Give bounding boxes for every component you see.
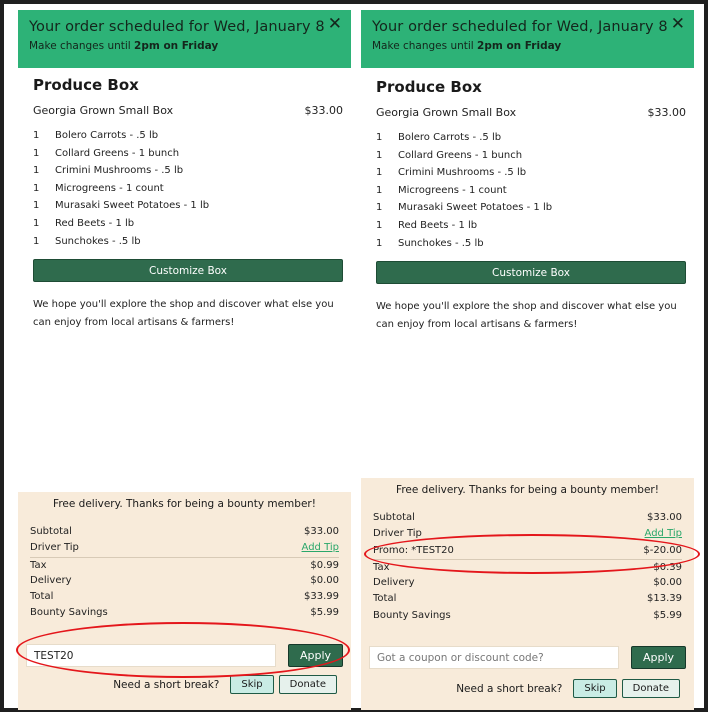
deadline: 2pm on Friday [134, 40, 219, 52]
item-qty: 1 [376, 149, 383, 161]
promo-value: $-20.00 [643, 544, 682, 556]
box-row [376, 106, 686, 119]
item-qty: 1 [376, 202, 383, 214]
order-banner [18, 10, 351, 68]
list-item [376, 199, 686, 217]
total-value: $33.99 [304, 591, 339, 603]
list-item [33, 233, 343, 251]
driver-tip-row: Driver Tip Add Tip [373, 526, 682, 542]
item-name: Collard Greens - 1 bunch [55, 147, 180, 159]
banner-title: Your order scheduled for Wed, January 8 [372, 19, 668, 35]
coupon-input[interactable] [26, 644, 276, 667]
subtotal-value: $33.00 [647, 512, 682, 523]
close-icon[interactable]: ✕ [670, 14, 685, 34]
savings-value: $5.99 [653, 609, 682, 621]
item-name: Red Beets - 1 lb [398, 219, 478, 231]
item-qty: 1 [376, 132, 383, 143]
skip-button[interactable]: Skip [230, 675, 273, 694]
explore-text: We hope you'll explore the shop and discover what else you can enjoy from local artisans & farmers! [376, 301, 677, 331]
customize-box-button[interactable]: Customize Box [33, 259, 343, 282]
box-price: $33.00 [304, 104, 343, 117]
driver-tip-row: Driver Tip Add Tip [30, 540, 339, 556]
item-name: Microgreens - 1 count [398, 184, 507, 196]
item-name: Bolero Carrots - .5 lb [398, 132, 502, 143]
savings-row: Bounty Savings $5.99 [373, 608, 682, 624]
close-icon[interactable]: ✕ [327, 14, 342, 34]
produce-section [33, 76, 343, 332]
delivery-value: $0.00 [310, 574, 339, 586]
item-qty: 1 [33, 200, 40, 212]
tax-value: $0.39 [653, 561, 682, 573]
order-summary [18, 492, 351, 710]
list-item [376, 147, 686, 165]
box-items-list [33, 127, 343, 250]
tax-row: Tax $0.39 [373, 559, 682, 575]
section-title: Produce Box [33, 76, 139, 94]
list-item [376, 217, 686, 235]
deadline: 2pm on Friday [477, 40, 562, 52]
delivery-value: $0.00 [653, 577, 682, 589]
list-item [33, 162, 343, 180]
order-summary [361, 478, 694, 710]
order-panel-after [361, 10, 694, 710]
free-delivery-note: Free delivery. Thanks for being a bounty member! [53, 498, 316, 510]
item-qty: 1 [376, 237, 383, 249]
savings-value: $5.99 [310, 607, 339, 619]
box-name: Georgia Grown Small Box [376, 106, 517, 119]
subtotal-row: Subtotal $33.00 [30, 524, 339, 540]
order-panel-before [18, 10, 351, 710]
total-row: Total $33.99 [30, 589, 339, 605]
item-name: Bolero Carrots - .5 lb [55, 130, 159, 141]
box-row [33, 104, 343, 117]
item-qty: 1 [33, 182, 40, 194]
free-delivery-note: Free delivery. Thanks for being a bounty member! [396, 484, 659, 496]
item-qty: 1 [33, 217, 40, 229]
delivery-row: Delivery $0.00 [373, 575, 682, 591]
delivery-row: Delivery $0.00 [30, 573, 339, 589]
coupon-row [369, 646, 686, 669]
coupon-input[interactable] [369, 646, 619, 669]
item-qty: 1 [33, 165, 40, 177]
item-qty: 1 [376, 219, 383, 231]
produce-section [376, 78, 686, 334]
list-item [33, 180, 343, 198]
summary-rows [30, 524, 339, 622]
screenshot-frame [4, 4, 704, 708]
list-item [33, 215, 343, 233]
short-break-label: Need a short break? [456, 682, 563, 695]
item-name: Crimini Mushrooms - .5 lb [398, 167, 527, 179]
short-break-row [456, 679, 680, 698]
section-title: Produce Box [376, 78, 482, 96]
short-break-label: Need a short break? [113, 678, 220, 691]
list-item [33, 145, 343, 163]
list-item [376, 235, 686, 253]
item-name: Crimini Mushrooms - .5 lb [55, 165, 184, 177]
donate-button[interactable]: Donate [279, 675, 337, 694]
item-name: Sunchokes - .5 lb [398, 237, 484, 249]
item-name: Collard Greens - 1 bunch [398, 149, 523, 161]
tax-value: $0.99 [310, 559, 339, 571]
add-tip-link[interactable]: Add Tip [644, 528, 682, 540]
item-name: Murasaki Sweet Potatoes - 1 lb [55, 200, 210, 212]
list-item [376, 164, 686, 182]
item-qty: 1 [33, 147, 40, 159]
banner-subtitle: Make changes until 2pm on Friday [29, 40, 219, 52]
apply-coupon-button[interactable]: Apply [288, 644, 343, 667]
item-name: Murasaki Sweet Potatoes - 1 lb [398, 202, 553, 214]
promo-row [373, 543, 682, 559]
banner-subtitle: Make changes until 2pm on Friday [372, 40, 562, 52]
subtotal-value: $33.00 [304, 526, 339, 537]
banner-title: Your order scheduled for Wed, January 8 [29, 19, 325, 35]
order-banner [361, 10, 694, 68]
item-qty: 1 [376, 184, 383, 196]
promo-label: Promo: *TEST20 [373, 544, 454, 556]
list-item [33, 127, 343, 145]
explore-text: We hope you'll explore the shop and discover what else you can enjoy from local artisans & farmers! [33, 299, 334, 329]
box-name: Georgia Grown Small Box [33, 104, 174, 117]
list-item [376, 129, 686, 147]
summary-rows [373, 510, 682, 624]
tax-row: Tax $0.99 [30, 557, 339, 573]
total-row: Total $13.39 [373, 591, 682, 607]
item-name: Red Beets - 1 lb [55, 217, 135, 229]
subtotal-row: Subtotal $33.00 [373, 510, 682, 526]
savings-row: Bounty Savings $5.99 [30, 605, 339, 621]
customize-box-button[interactable]: Customize Box [376, 261, 686, 284]
list-item [376, 182, 686, 200]
item-qty: 1 [33, 235, 40, 247]
short-break-row [113, 675, 337, 694]
box-items-list [376, 129, 686, 252]
donate-button[interactable]: Donate [622, 679, 680, 698]
add-tip-link[interactable]: Add Tip [301, 542, 339, 554]
item-name: Sunchokes - .5 lb [55, 235, 141, 247]
item-qty: 1 [33, 130, 40, 141]
item-qty: 1 [376, 167, 383, 179]
coupon-row [26, 644, 343, 667]
box-price: $33.00 [647, 106, 686, 119]
apply-coupon-button[interactable]: Apply [631, 646, 686, 669]
list-item [33, 197, 343, 215]
total-value: $13.39 [647, 593, 682, 605]
item-name: Microgreens - 1 count [55, 182, 164, 194]
skip-button[interactable]: Skip [573, 679, 616, 698]
